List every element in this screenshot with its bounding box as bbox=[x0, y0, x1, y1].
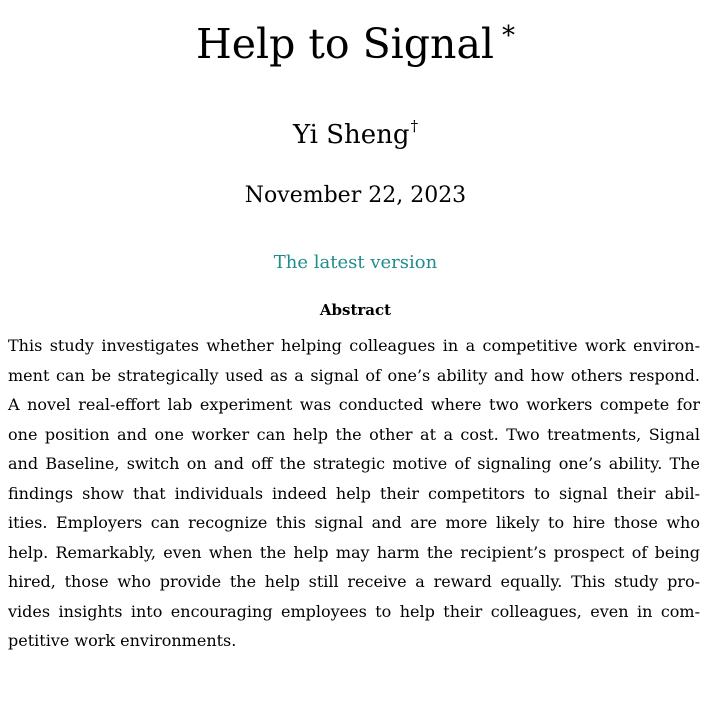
author-line bbox=[0, 108, 711, 153]
title-footnote-mark[interactable]: * bbox=[502, 21, 515, 51]
abstract-heading: Abstract bbox=[319, 301, 392, 319]
abstract-line: findings show that individuals indeed help their competitors to signal their abil- bbox=[8, 483, 700, 503]
abstract-line: vides insights into encouraging employees to help their colleagues, even in com- bbox=[8, 601, 700, 621]
abstract-line: help. Remarkably, even when the help may harm the recipient’s prospect of being bbox=[8, 542, 700, 562]
abstract-line: hired, those who provide the help still receive a reward equally. This study pro- bbox=[8, 572, 700, 591]
abstract-line: petitive work environments. bbox=[8, 631, 237, 650]
abstract-line: ment can be strategically used as a signal of one’s ability and how others respond. bbox=[8, 365, 700, 385]
author-footnote-mark[interactable]: † bbox=[410, 117, 419, 135]
abstract-line: and Baseline, switch on and off the strategic motive of signaling one’s ability. The bbox=[8, 454, 700, 473]
abstract-line: one position and one worker can help the other at a cost. Two treatments, Signal bbox=[8, 424, 700, 444]
latest-version-link[interactable]: The latest version bbox=[273, 252, 438, 273]
author-name: Yi Sheng bbox=[292, 120, 410, 150]
paper-title-text: Help to Signal bbox=[195, 20, 494, 68]
abstract-body bbox=[8, 331, 700, 656]
publication-date: November 22, 2023 bbox=[244, 183, 467, 208]
abstract-line: A novel real-effort lab experiment was conducted where two workers compete for bbox=[8, 395, 700, 414]
abstract-line: This study investigates whether helping colleagues in a competitive work environ- bbox=[8, 336, 700, 355]
abstract-line: ities. Employers can recognize this signal and are more likely to hire those who bbox=[8, 513, 700, 532]
paper-title bbox=[0, 10, 711, 70]
